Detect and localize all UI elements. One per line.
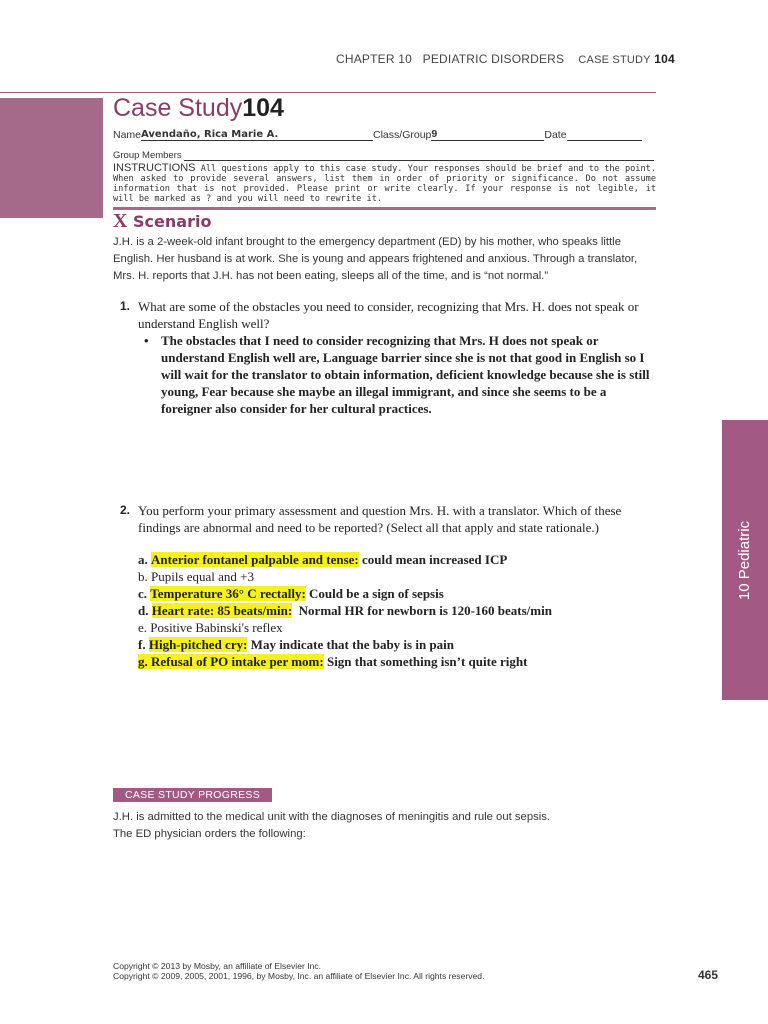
option-answer: May indicate that the baby is in pain	[250, 637, 455, 652]
page-title	[113, 94, 284, 123]
progress-text	[113, 809, 550, 843]
option-e	[138, 619, 678, 636]
class-value: 9	[431, 128, 438, 140]
option-letter: d.	[138, 603, 149, 618]
option-answer: could mean increased ICP	[362, 552, 508, 567]
option-letter: b.	[138, 569, 148, 584]
group-row	[113, 148, 658, 161]
option-g	[138, 653, 678, 670]
option-text: Heart rate: 85 beats/min:	[151, 603, 293, 618]
option-letter: a.	[138, 552, 148, 567]
instructions-label: INSTRUCTIONS	[113, 162, 196, 174]
left-color-block	[0, 98, 103, 218]
progress-line-1: J.H. is admitted to the medical unit with the diagnoses of meningitis and rule out sepsis.	[113, 811, 551, 823]
group-label: Group Members	[113, 150, 182, 161]
q1-bullet: •	[144, 333, 149, 348]
option-b	[138, 568, 678, 585]
scenario-heading	[113, 210, 211, 233]
header-divider	[0, 92, 656, 93]
side-tab	[722, 420, 768, 700]
q1-answer: The obstacles that I need to consider recognizing that Mrs. H does not speak or understand English well are, Language barrier since she is not that good in English so I will wait for the translator to obtain information, deficient knowledge because she is still young, Fear because she maybe an illegal immigrant, and since she seems to be a foreigner also consider for her cultural practices.	[161, 333, 650, 416]
q2-number: 2.	[120, 503, 131, 517]
class-field[interactable]	[431, 128, 544, 141]
name-row	[113, 128, 658, 141]
group-field[interactable]	[184, 148, 654, 161]
option-answer: Sign that something isn’t quite right	[326, 654, 528, 669]
option-text: Anterior fontanel palpable and tense:	[151, 552, 359, 567]
copyright-line-2: Copyright © 2009, 2005, 2001, 1996, by Mosby, Inc. an affiliate of Elsevier Inc. All rights reserved.	[113, 971, 485, 981]
q1-number: 1.	[120, 299, 131, 313]
chapter-label: CHAPTER 10	[336, 52, 413, 66]
case-label: CASE STUDY	[578, 54, 651, 66]
scenario-icon: X	[113, 210, 128, 232]
option-d	[138, 602, 678, 619]
title-number: 104	[242, 94, 284, 122]
option-text: Positive Babinski's reflex	[150, 620, 283, 635]
option-letter: c.	[138, 586, 148, 601]
instructions-text: All questions apply to this case study. Your responses should be brief and to the point. When asked to provide several answers, list them in order of priority or significance. Do not assume information that is not provided. Please print or write clearly. If your response is not legible, it will be marked as ? and you will need to rewrite it.	[113, 164, 656, 204]
option-letter: f.	[138, 637, 146, 652]
option-text: Refusal of PO intake per mom:	[151, 654, 324, 669]
name-field[interactable]	[141, 128, 373, 141]
page-number: 465	[698, 968, 719, 982]
option-letter: e.	[138, 620, 148, 635]
option-a	[138, 551, 678, 568]
name-label: Name	[113, 129, 142, 141]
option-letter: g.	[138, 654, 148, 669]
option-answer: Normal HR for newborn is 120-160 beats/min	[295, 603, 552, 618]
footer	[113, 961, 484, 981]
option-f	[138, 636, 678, 653]
option-text: Temperature 36° C rectally:	[150, 586, 306, 601]
q2-options	[138, 551, 678, 670]
scenario-text: J.H. is a 2-week-old infant brought to the emergency department (ED) by his mother, who speaks little English. Her husband is at work. She is young and appears frightened and anxious. Through a translator, Mrs. H. reports that J.H. has not been eating, sleeps all of the time, and is “not normal.”	[113, 236, 638, 282]
class-label: Class/Group	[373, 129, 432, 141]
section-label: PEDIATRIC DISORDERS	[422, 52, 565, 66]
running-head	[336, 52, 675, 66]
progress-tag: CASE STUDY PROGRESS	[113, 788, 272, 802]
side-tab-label: 10 Pediatric	[736, 520, 754, 600]
copyright-line-1: Copyright © 2013 by Mosby, an affiliate of Elsevier Inc.	[113, 961, 322, 971]
scenario-title: Scenario	[133, 212, 212, 231]
title-prefix: Case Study	[113, 94, 243, 122]
date-label: Date	[544, 129, 567, 141]
date-field[interactable]	[567, 128, 642, 141]
option-text: Pupils equal and +3	[151, 569, 255, 584]
q1-text: What are some of the obstacles you need to consider, recognizing that Mrs. H. does not speak or understand English well?	[138, 299, 639, 331]
option-c	[138, 585, 678, 602]
name-value: Avendaño, Rica Marie A.	[141, 129, 279, 140]
progress-line-2: The ED physician orders the following:	[113, 828, 306, 840]
instructions	[113, 163, 656, 204]
q2-text: You perform your primary assessment and question Mrs. H. with a translator. Which of these findings are abnormal and need to be reported? (Select all that apply and state rationale.)	[138, 503, 622, 535]
option-answer: Could be a sign of sepsis	[309, 586, 444, 601]
case-number: 104	[654, 52, 675, 66]
option-text: High-pitched cry:	[148, 637, 248, 652]
